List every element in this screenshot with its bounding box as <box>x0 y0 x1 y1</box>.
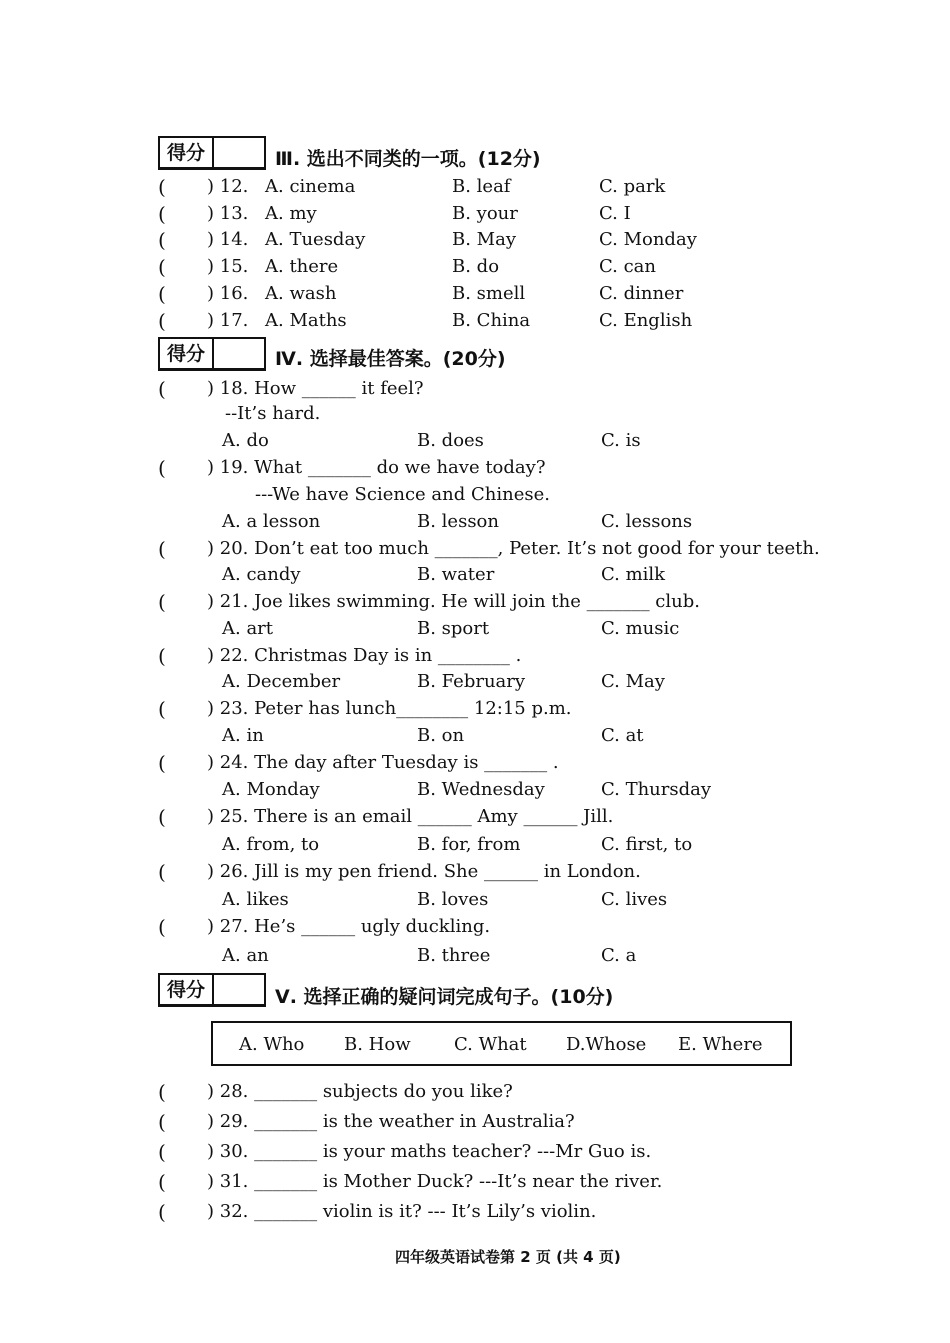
option-a: A. candy <box>222 564 301 585</box>
option-c: C. milk <box>601 564 666 585</box>
option-a: A. an <box>222 945 269 966</box>
answer-paren[interactable]: ( <box>158 377 166 401</box>
answer-paren[interactable]: ( <box>158 175 166 199</box>
option-a: A. likes <box>222 889 289 910</box>
page-footer: 四年级英语试卷第 2 页 (共 4 页) <box>395 1248 621 1266</box>
option-b: B. Wednesday <box>417 779 545 800</box>
option-a: A. wash <box>265 283 337 304</box>
question-number: ) 17. <box>207 310 249 331</box>
question-stem: ) 29. _______ is the weather in Australia? <box>207 1111 575 1132</box>
question-stem: ) 32. _______ violin is it? --- It’s Lily’s violin. <box>207 1201 597 1222</box>
option-c: C. lives <box>601 889 668 910</box>
section-5-title: Ⅴ. 选择正确的疑问词完成句子。(10分) <box>275 986 614 1008</box>
answer-paren[interactable]: ( <box>158 456 166 480</box>
answer-paren[interactable]: ( <box>158 202 166 226</box>
option-c: C. English <box>599 310 693 331</box>
option-b: B. do <box>452 256 500 277</box>
answer-paren[interactable]: ( <box>158 590 166 614</box>
option-c: C. dinner <box>599 283 684 304</box>
question-number: ) 16. <box>207 283 249 304</box>
answer-paren[interactable]: ( <box>158 282 166 306</box>
option-c: C. Thursday <box>601 779 712 800</box>
option-c: C. first, to <box>601 834 693 855</box>
question-number: ) 13. <box>207 203 249 224</box>
answer-paren[interactable]: ( <box>158 644 166 668</box>
option-b: B. for, from <box>417 834 521 855</box>
option-a: A. do <box>222 430 269 451</box>
option-c: C. Monday <box>599 229 697 250</box>
section-4-title: Ⅳ. 选择最佳答案。(20分) <box>275 348 506 370</box>
option-c: C. May <box>601 671 665 692</box>
question-stem: ) 23. Peter has lunch________ 12:15 p.m. <box>207 698 572 719</box>
option-b: B. your <box>452 203 518 224</box>
option-c: C. can <box>599 256 656 277</box>
option-a: A. a lesson <box>222 511 321 532</box>
question-word-bank <box>211 1021 792 1066</box>
option-b: B. May <box>452 229 517 250</box>
option-b: B. smell <box>452 283 526 304</box>
question-stem: ) 30. _______ is your maths teacher? ---Mr Guo is. <box>207 1141 652 1162</box>
answer-paren[interactable]: ( <box>158 1170 166 1194</box>
score-label: 得分 <box>160 975 214 1004</box>
option-b: B. three <box>417 945 491 966</box>
answer-paren[interactable]: ( <box>158 1140 166 1164</box>
option-a: A. my <box>265 203 317 224</box>
answer-paren[interactable]: ( <box>158 805 166 829</box>
question-stem: ) 27. He’s ______ ugly duckling. <box>207 916 491 937</box>
answer-paren[interactable]: ( <box>158 697 166 721</box>
option-a: A. from, to <box>222 834 320 855</box>
option-c: C. park <box>599 176 666 197</box>
question-stem: ) 22. Christmas Day is in ________ . <box>207 645 522 666</box>
option-a: A. Monday <box>222 779 320 800</box>
answer-reply: ---We have Science and Chinese. <box>255 484 550 505</box>
option-a: A. Tuesday <box>265 229 366 250</box>
option-b: B. water <box>417 564 495 585</box>
option-c: C. I <box>599 203 631 224</box>
option-b: B. lesson <box>417 511 499 532</box>
option-a: A. in <box>222 725 264 746</box>
score-label: 得分 <box>160 138 214 167</box>
question-stem: ) 21. Joe likes swimming. He will join the _______ club. <box>207 591 700 612</box>
option-c: C. a <box>601 945 637 966</box>
option-b: B. loves <box>417 889 489 910</box>
answer-paren[interactable]: ( <box>158 255 166 279</box>
question-stem: ) 20. Don’t eat too much _______, Peter. It’s not good for your teeth. <box>207 538 820 559</box>
word-option: D.Whose <box>566 1034 647 1055</box>
answer-paren[interactable]: ( <box>158 915 166 939</box>
score-box-section-3 <box>158 136 266 170</box>
option-b: B. leaf <box>452 176 511 197</box>
question-number: ) 12. <box>207 176 249 197</box>
question-number: ) 14. <box>207 229 249 250</box>
answer-paren[interactable]: ( <box>158 1110 166 1134</box>
option-c: C. is <box>601 430 641 451</box>
answer-paren[interactable]: ( <box>158 860 166 884</box>
score-label: 得分 <box>160 339 214 368</box>
option-c: C. at <box>601 725 644 746</box>
answer-paren[interactable]: ( <box>158 1200 166 1224</box>
option-c: C. lessons <box>601 511 693 532</box>
option-a: A. there <box>265 256 339 277</box>
answer-paren[interactable]: ( <box>158 228 166 252</box>
question-stem: ) 24. The day after Tuesday is _______ . <box>207 752 559 773</box>
question-stem: ) 18. How ______ it feel? <box>207 378 424 399</box>
answer-reply: --It’s hard. <box>225 403 321 424</box>
option-b: B. on <box>417 725 465 746</box>
answer-paren[interactable]: ( <box>158 1080 166 1104</box>
answer-paren[interactable]: ( <box>158 751 166 775</box>
score-box-section-4 <box>158 337 266 371</box>
option-a: A. Maths <box>265 310 347 331</box>
option-a: A. December <box>222 671 341 692</box>
question-stem: ) 28. _______ subjects do you like? <box>207 1081 513 1102</box>
option-c: C. music <box>601 618 680 639</box>
question-number: ) 15. <box>207 256 249 277</box>
answer-paren[interactable]: ( <box>158 309 166 333</box>
question-stem: ) 25. There is an email ______ Amy ______ Jill. <box>207 806 614 827</box>
word-option: C. What <box>454 1034 527 1055</box>
option-b: B. sport <box>417 618 490 639</box>
option-b: B. China <box>452 310 531 331</box>
score-box-section-5 <box>158 973 266 1007</box>
question-stem: ) 19. What _______ do we have today? <box>207 457 546 478</box>
word-option: E. Where <box>678 1034 763 1055</box>
option-a: A. cinema <box>265 176 356 197</box>
word-option: A. Who <box>239 1034 305 1055</box>
word-option: B. How <box>344 1034 411 1055</box>
question-stem: ) 31. _______ is Mother Duck? ---It’s near the river. <box>207 1171 663 1192</box>
question-stem: ) 26. Jill is my pen friend. She ______ in London. <box>207 861 641 882</box>
section-3-title: Ⅲ. 选出不同类的一项。(12分) <box>275 148 541 170</box>
option-b: B. February <box>417 671 526 692</box>
option-b: B. does <box>417 430 484 451</box>
option-a: A. art <box>222 618 274 639</box>
answer-paren[interactable]: ( <box>158 537 166 561</box>
